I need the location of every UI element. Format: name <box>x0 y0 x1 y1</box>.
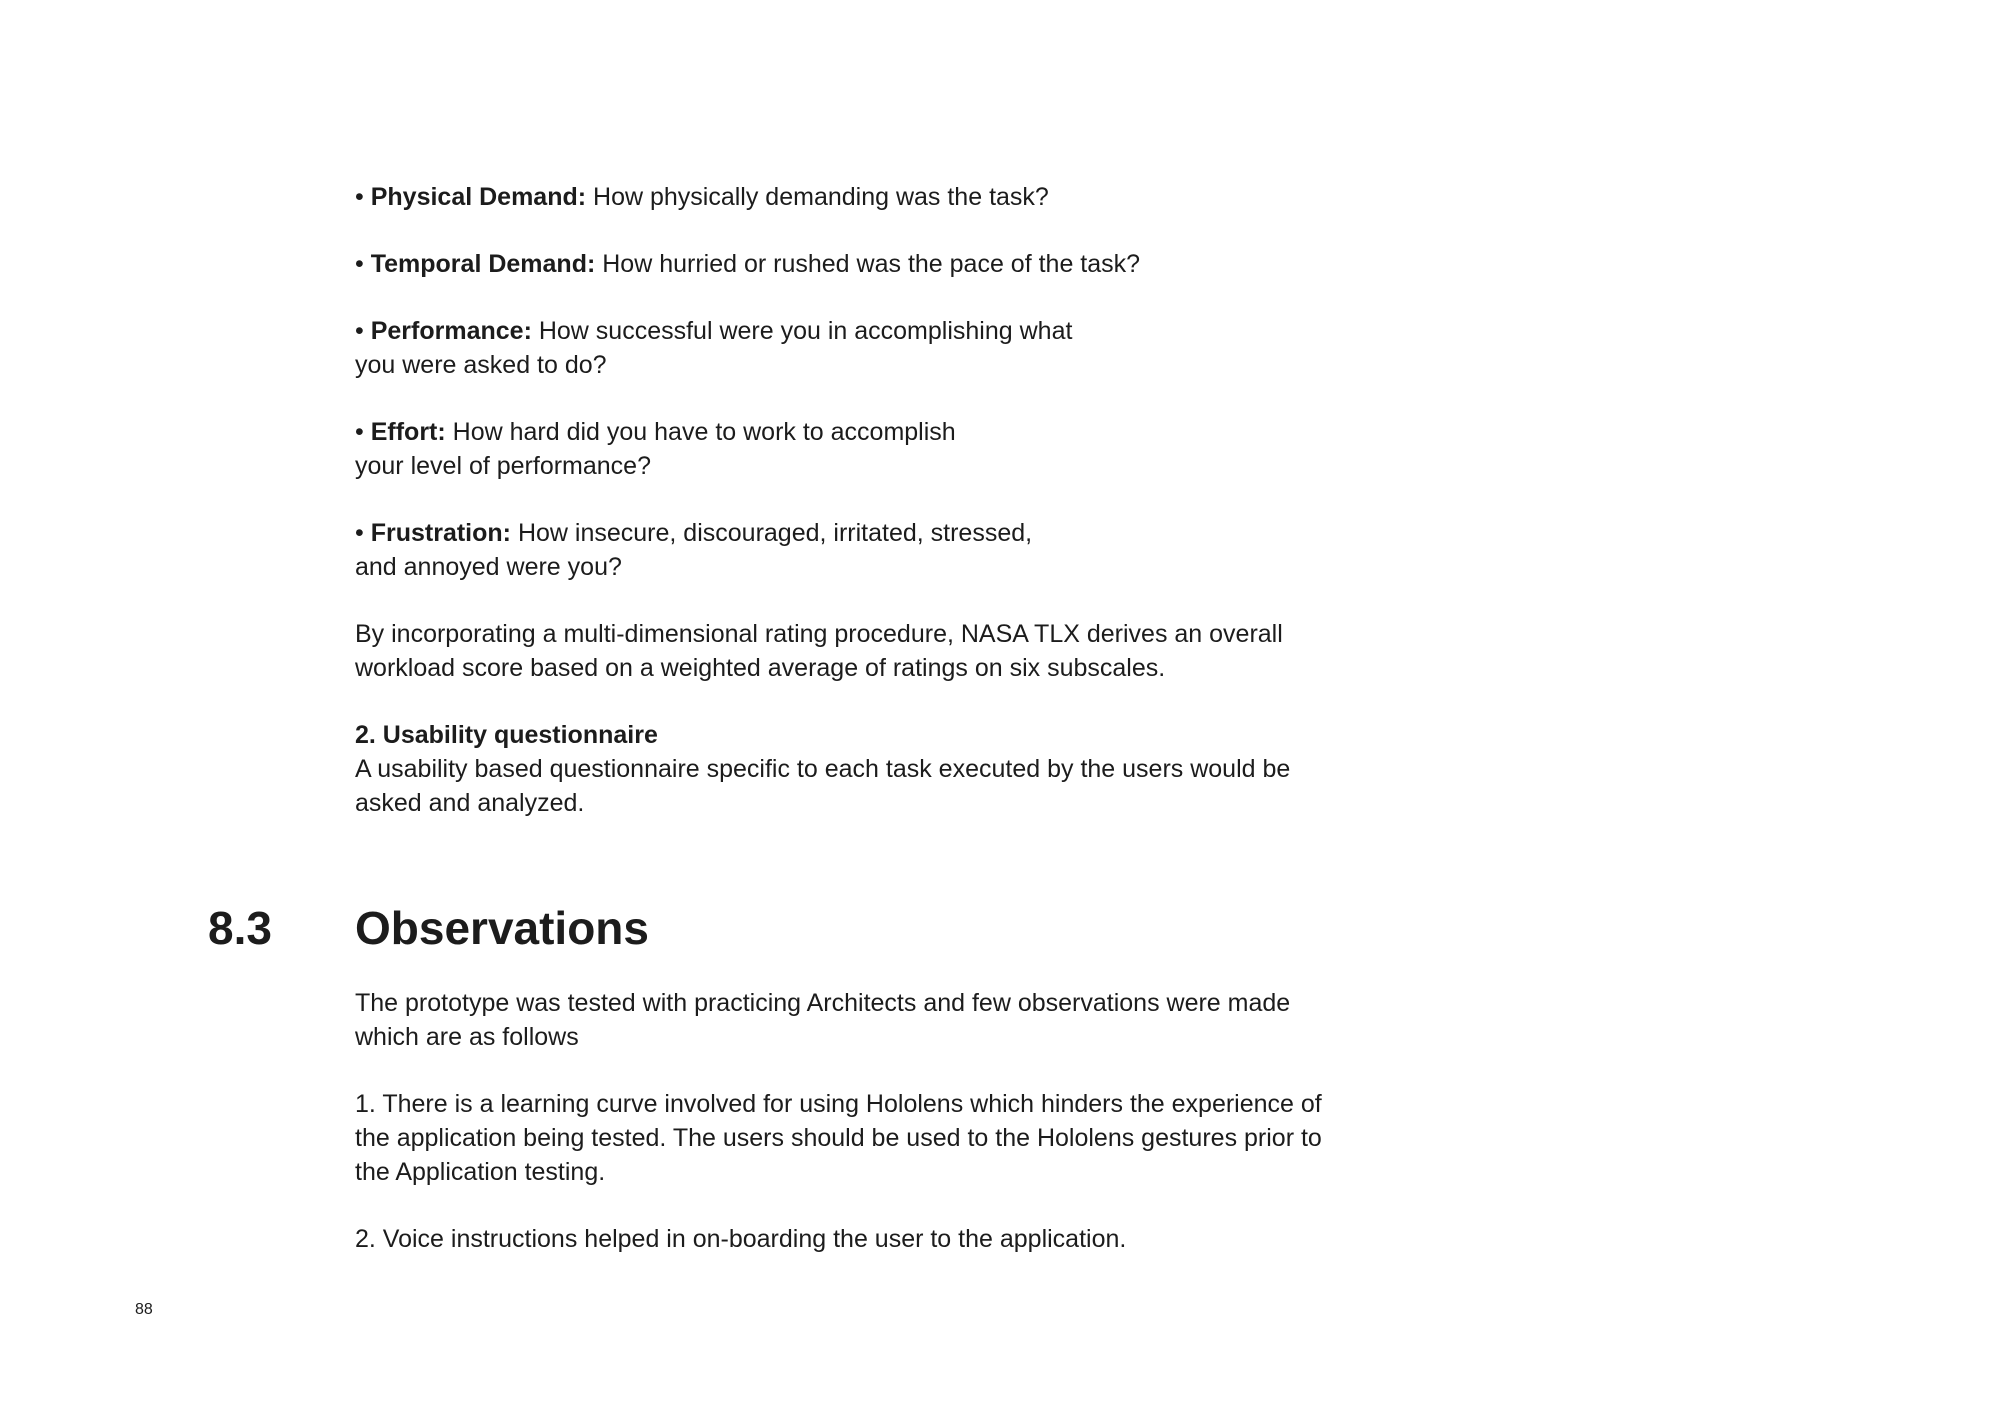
usability-heading: 2. Usability questionnaire <box>355 721 658 749</box>
section-heading <box>0 898 2000 958</box>
bullet-symbol: • <box>355 250 364 278</box>
section-number: 8.3 <box>208 902 272 954</box>
bullet-lead: Frustration: <box>370 519 511 547</box>
bullet-symbol: • <box>355 183 364 211</box>
tlx-line-2: workload score based on a weighted average of ratings on six subscales. <box>355 654 1166 682</box>
observations-intro <box>355 986 1355 1054</box>
bullet-text-continued: you were asked to do? <box>355 351 607 379</box>
observation-item-1 <box>355 1087 1355 1189</box>
bullet-symbol: • <box>355 418 364 446</box>
bullet-performance <box>355 314 1355 382</box>
observation-item-2 <box>355 1222 1355 1256</box>
item1-line-3: the Application testing. <box>355 1158 606 1186</box>
bullet-text: How physically demanding was the task? <box>593 183 1049 211</box>
bullet-text: How hard did you have to work to accomplish <box>452 418 956 446</box>
section-title: Observations <box>355 902 649 954</box>
intro-line-2: which are as follows <box>355 1023 579 1051</box>
usability-block <box>355 718 1355 820</box>
bullet-lead: Temporal Demand: <box>370 250 596 278</box>
bullet-lead: Effort: <box>370 418 446 446</box>
usability-line-1: A usability based questionnaire specific to each task executed by the users would be <box>355 755 1291 783</box>
bullet-symbol: • <box>355 317 364 345</box>
bullet-physical-demand <box>355 180 1355 214</box>
page-number: 88 <box>135 1301 153 1318</box>
item1-line-1: 1. There is a learning curve involved for using Hololens which hinders the experience of <box>355 1090 1322 1118</box>
bullet-effort <box>355 415 1355 483</box>
bullet-text: How hurried or rushed was the pace of the task? <box>602 250 1141 278</box>
tlx-line-1: By incorporating a multi-dimensional rating procedure, NASA TLX derives an overall <box>355 620 1283 648</box>
item2-line-1: 2. Voice instructions helped in on-boarding the user to the application. <box>355 1225 1127 1253</box>
tlx-paragraph <box>355 617 1355 685</box>
bullet-lead: Physical Demand: <box>370 183 587 211</box>
bullet-text-continued: your level of performance? <box>355 452 651 480</box>
bullet-lead: Performance: <box>370 317 532 345</box>
bullet-symbol: • <box>355 519 364 547</box>
observations-body <box>355 986 1355 1289</box>
page-body <box>355 180 1355 853</box>
bullet-temporal-demand <box>355 247 1355 281</box>
intro-line-1: The prototype was tested with practicing Architects and few observations were made <box>355 989 1291 1017</box>
bullet-text-continued: and annoyed were you? <box>355 553 622 581</box>
bullet-frustration <box>355 516 1355 584</box>
bullet-text: How successful were you in accomplishing what <box>538 317 1073 345</box>
item1-line-2: the application being tested. The users should be used to the Hololens gestures prior to <box>355 1124 1322 1152</box>
usability-line-2: asked and analyzed. <box>355 789 585 817</box>
bullet-text: How insecure, discouraged, irritated, stressed, <box>517 519 1033 547</box>
